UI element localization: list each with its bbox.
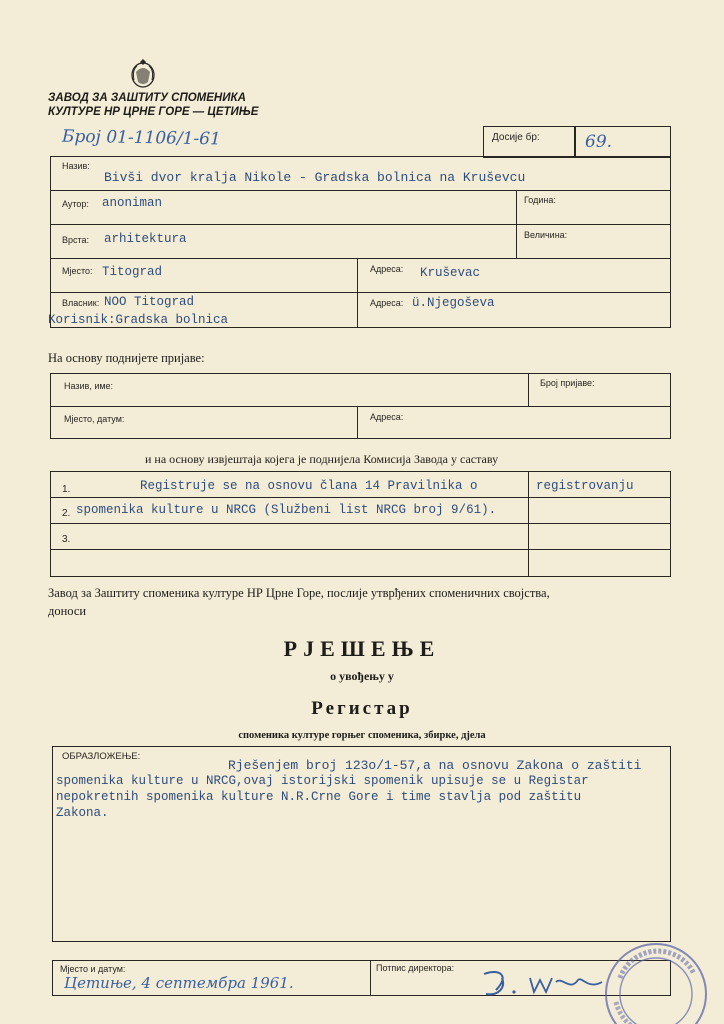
vrsta-value: arhitektura <box>104 232 187 246</box>
adresa-value-1: Kruševac <box>420 266 481 280</box>
potpis-label: Потпис директора: <box>376 963 455 973</box>
komisija-num-2: 2. <box>62 508 71 519</box>
autor-value: anonimаn <box>102 196 163 210</box>
obrazlozenje-label: ОБРАЗЛОЖЕЊЕ: <box>62 751 141 762</box>
naziv-value: Bivši dvor kralja Nikole - Gradska bolnica na Kruševcu <box>104 170 526 185</box>
vlasnik-label: Власник: <box>62 298 100 308</box>
komisija-num-3: 3. <box>62 534 71 545</box>
director-signature-icon <box>478 964 608 1000</box>
decision-intro-2: доноси <box>48 604 87 618</box>
mjesto-datum-label: Мјесто, датум: <box>64 414 125 424</box>
vrsta-label: Врста: <box>62 235 90 245</box>
adresa-value-2: ü.Njegoševa <box>412 296 495 310</box>
korisnik-value: Korisnik:Gradska bolnica <box>48 313 229 327</box>
komisija-line2: spomenika kulture u NRCG (Službeni list NRCG broj 9/61). <box>76 503 497 517</box>
decision-intro-1: Завод за Заштиту споменика културе НР Црне Горе, послије утврђених споменичних својства, <box>48 586 550 600</box>
obrazlozenje-line3: nepokretnih spomenika kulture N.R.Crne Gore i time stavlja pod zaštitu <box>56 790 582 804</box>
footer-mjesto-datum-value: Цетиње, 4 септембра 1961. <box>64 974 294 992</box>
velicina-label: Величина: <box>524 230 568 240</box>
institute-name-line1: ЗАВОД ЗА ЗАШТИТУ СПОМЕНИКА <box>48 92 246 104</box>
reference-number: Број 01-1106/1-61 <box>61 126 222 150</box>
coat-of-arms-icon <box>128 58 158 90</box>
adresa-label-1: Адреса: <box>370 264 404 274</box>
footer-mjesto-datum-label: Мјесто и датум: <box>60 964 126 974</box>
obrazlozenje-line2: spomenika kulture u NRCG,ovaj istorijski spomenik upisuje se u Registar <box>56 774 589 788</box>
institute-name-line2: КУЛТУРЕ НР ЦРНЕ ГОРЕ — ЦЕТИЊЕ <box>48 106 259 118</box>
godina-label: Година: <box>524 195 556 205</box>
naziv-ime-label: Назив, име: <box>64 381 114 391</box>
komisija-line1a: Registruje se na osnovu člana 14 Pravilnika o <box>140 479 478 493</box>
dosije-label: Досије бр: <box>492 132 540 143</box>
document-title: РЈЕШЕЊЕ <box>283 636 441 661</box>
komisija-num-1: 1. <box>62 484 71 495</box>
obrazlozenje-line1: Rješenjem broj 123o/1-57,a na osnovu Zakona o zaštiti <box>228 758 642 773</box>
komisija-line1b: registrovanju <box>536 479 634 493</box>
document-subtitle-2: споменика културе горњег споменика, збирке, дјела <box>238 730 486 741</box>
dosije-value: 69. <box>585 132 613 152</box>
obrazlozenje-line4: Zakona. <box>56 806 109 820</box>
round-seal-stamp-icon <box>598 938 708 1024</box>
document-title-2: Регистар <box>311 698 413 719</box>
prijava-intro: На основу поднијете пријаве: <box>48 351 205 365</box>
vlasnik-value: NOO Titograd <box>104 295 195 309</box>
adresa-label-3: Адреса: <box>370 412 404 422</box>
naziv-label: Назив: <box>62 161 90 171</box>
mjesto-label: Мјесто: <box>62 266 93 276</box>
document-subtitle-1: о увођењу у <box>330 669 394 683</box>
komisija-intro: и на основу извјештаја којега је поднијела Комисија Завода у саставу <box>145 452 499 466</box>
broj-prijave-label: Број пријаве: <box>540 378 595 388</box>
autor-label: Аутор: <box>62 199 89 209</box>
adresa-label-2: Адреса: <box>370 298 404 308</box>
mjesto-value: Titograd <box>102 265 163 279</box>
